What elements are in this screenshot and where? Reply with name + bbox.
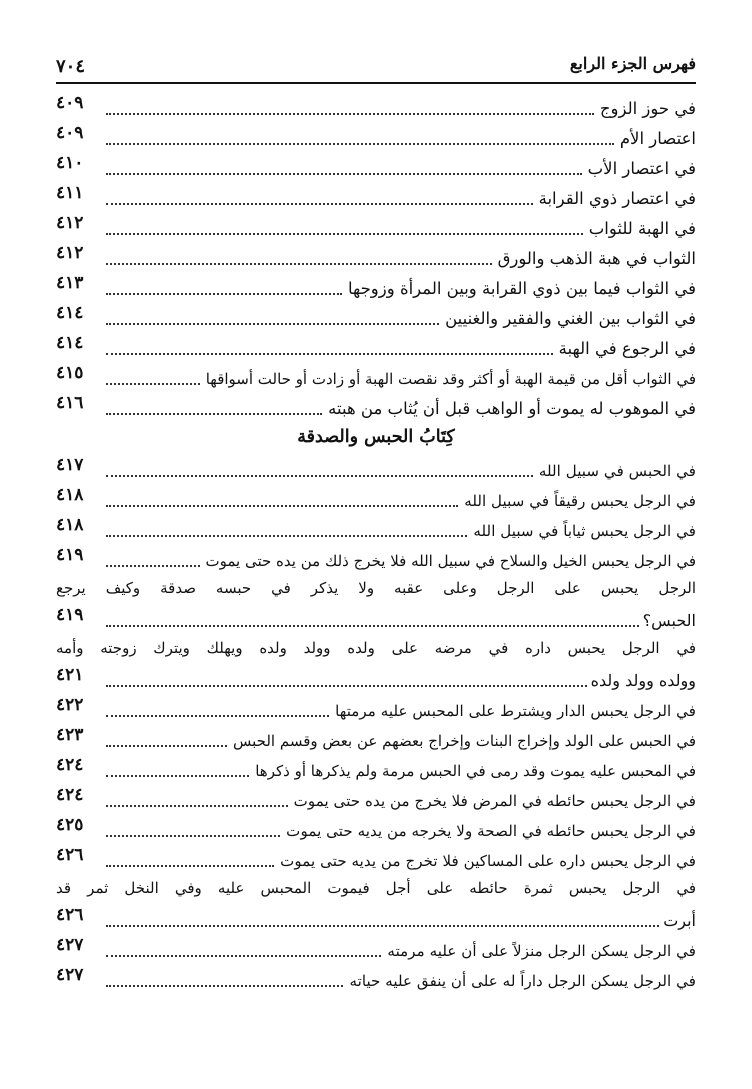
toc-entry xyxy=(56,212,696,242)
toc-entry-title: في الثواب بين الغني والفقير والغنيين xyxy=(445,309,696,328)
toc-entry xyxy=(56,724,696,754)
toc-entry-page: ٤١٨ xyxy=(56,515,84,535)
leader-dots xyxy=(106,143,614,145)
toc-entry-title: في الرجل يحبس الخيل والسلاح في سبيل الله فلا يخرج ذلك من يده حتى يموت xyxy=(205,552,696,570)
toc-entry-title: في الهبة للثواب xyxy=(588,219,696,238)
leader-dots xyxy=(106,413,322,415)
toc-entry-page: ٤٢٤ xyxy=(56,755,84,775)
toc-entry xyxy=(56,964,696,994)
leader-dots xyxy=(106,625,639,627)
toc-entry-page: ٤١٩ xyxy=(56,605,84,625)
leader-dots xyxy=(106,323,439,325)
toc-entry-page: ٤١٢ xyxy=(56,213,84,233)
toc-entry-line: في الرجل يحبس داره في مرضه على ولده وولد ولده ويهلك ويترك زوجته وأمه xyxy=(56,639,696,657)
toc-entry xyxy=(56,754,696,784)
toc-entry xyxy=(56,454,696,484)
toc-entry-page: ٤٢٥ xyxy=(56,815,84,835)
toc-entry-title: في الرجل يحبس حائطه في المرض فلا يخرج من يده حتى يموت xyxy=(293,792,696,810)
leader-dots xyxy=(106,173,582,175)
toc-entry-title: في حوز الزوج xyxy=(599,99,696,118)
toc-entry-page: ٤٢٣ xyxy=(56,725,84,745)
leader-dots xyxy=(106,805,288,807)
toc-entry-title: في الثواب فيما بين ذوي القرابة وبين المرأة وزوجها xyxy=(347,279,696,298)
toc-entry xyxy=(56,484,696,514)
toc-entry-page: ٤٢٢ xyxy=(56,695,84,715)
toc-entry xyxy=(56,514,696,544)
toc-entry-title: وولده وولد ولده xyxy=(590,671,696,690)
toc-entry-page: ٤١٧ xyxy=(56,455,84,475)
toc-entry-page: ٤٢١ xyxy=(56,665,84,685)
leader-dots xyxy=(106,475,533,477)
toc-entry-line: في الرجل يحبس ثمرة حائطه على أجل فيموت المحبس عليه وفي النخل ثمر قد xyxy=(56,879,696,897)
leader-dots xyxy=(106,835,280,837)
toc-entry-title: الثواب في هبة الذهب والورق xyxy=(497,249,696,268)
toc-entry-page: ٤١١ xyxy=(56,183,84,203)
toc-entry-title: في الرجل يسكن الرجل داراً له على أن ينفق عليه حياته xyxy=(349,972,696,990)
toc-entry-title: في الموهوب له يموت أو الواهب قبل أن يُثاب من هبته xyxy=(328,399,696,418)
leader-dots xyxy=(106,715,329,717)
toc-entry xyxy=(56,784,696,814)
leader-dots xyxy=(106,685,587,687)
toc-entry-title: أبرت xyxy=(663,911,696,930)
toc-entry xyxy=(56,122,696,152)
toc-entry-title: في الرجوع في الهبة xyxy=(558,339,696,358)
toc-entry-page: ٤٢٧ xyxy=(56,965,84,985)
toc-entry-page: ٤٢٦ xyxy=(56,845,84,865)
toc-entry-title: اعتصار الأم xyxy=(619,129,696,148)
page-header xyxy=(56,48,696,84)
toc-entry xyxy=(56,242,696,272)
leader-dots xyxy=(106,293,342,295)
toc-entry xyxy=(56,814,696,844)
toc-entry xyxy=(56,362,696,392)
toc-entry-page: ٤١٩ xyxy=(56,545,84,565)
toc-entry xyxy=(56,844,696,874)
leader-dots xyxy=(106,775,249,777)
toc-entry-title: في الحبس في سبيل الله xyxy=(538,462,696,480)
toc-entry-page: ٤١٣ xyxy=(56,273,84,293)
toc-entry-page: ٤١٢ xyxy=(56,243,84,263)
toc-entry-title: في الرجل يحبس داره على المساكين فلا تخرج من يديه حتى يموت xyxy=(280,852,696,870)
toc-entry-page: ٤٠٩ xyxy=(56,93,84,113)
toc-entry-page: ٤٢٦ xyxy=(56,905,84,925)
toc-entry-continuation xyxy=(56,664,696,694)
toc-entry-title: الحبس؟ xyxy=(642,611,696,630)
toc-entry-page: ٤٢٧ xyxy=(56,935,84,955)
leader-dots xyxy=(106,565,200,567)
toc-entry-title: في اعتصار الأب xyxy=(587,159,696,178)
toc-entry-title: في الثواب أقل من قيمة الهبة أو أكثر وقد نقصت الهبة أو زادت أو حالت أسواقها xyxy=(205,370,696,388)
toc-entry-page: ٤١٤ xyxy=(56,333,84,353)
toc-entry-title: في المحبس عليه يموت وقد رمى في الحبس مرمة ولم يذكرها أو ذكرها xyxy=(255,762,696,780)
toc-entry-line: الرجل يحبس على الرجل وعلى عقبه ولا يذكر في حبسه صدقة وكيف يرجع xyxy=(56,579,696,597)
section-heading: كِتَابُ الحبس والصدقة xyxy=(297,427,455,447)
toc-entry xyxy=(56,92,696,122)
running-title: فهرس الجزء الرابع xyxy=(569,54,696,73)
toc-entry-page: ٤٢٤ xyxy=(56,785,84,805)
leader-dots xyxy=(106,383,200,385)
toc-entry-page: ٤١٥ xyxy=(56,363,84,383)
toc-entry-title: في الحبس على الولد وإخراج البنات وإخراج بعضهم عن بعض وقسم الحبس xyxy=(233,732,696,750)
leader-dots xyxy=(106,113,594,115)
leader-dots xyxy=(106,233,583,235)
leader-dots xyxy=(106,535,467,537)
toc-entry-page: ٤٠٩ xyxy=(56,123,84,143)
leader-dots xyxy=(106,263,492,265)
toc-entry-title: في الرجل يحبس رقيقاً في سبيل الله xyxy=(464,492,696,510)
leader-dots xyxy=(106,865,274,867)
toc-entry-title: في الرجل يحبس حائطه في الصحة ولا يخرجه من يديه حتى يموت xyxy=(286,822,696,840)
toc-entry-title: في الرجل يحبس الدار ويشترط على المحبس عليه مرمتها xyxy=(335,702,696,720)
table-of-contents xyxy=(56,92,696,994)
toc-entry-page: ٤١٠ xyxy=(56,153,84,173)
toc-entry-page: ٤١٨ xyxy=(56,485,84,505)
toc-entry xyxy=(56,302,696,332)
toc-entry xyxy=(56,272,696,302)
toc-entry xyxy=(56,392,696,422)
toc-entry xyxy=(56,934,696,964)
toc-entry xyxy=(56,182,696,212)
toc-entry-title: في الرجل يسكن الرجل منزلاً على أن عليه مرمته xyxy=(387,942,696,960)
leader-dots xyxy=(106,505,458,507)
toc-entry-continuation xyxy=(56,904,696,934)
leader-dots xyxy=(106,745,227,747)
leader-dots xyxy=(106,353,553,355)
toc-entry xyxy=(56,694,696,724)
leader-dots xyxy=(106,985,343,987)
toc-entry-page: ٤١٦ xyxy=(56,393,84,413)
toc-entry xyxy=(56,152,696,182)
toc-entry xyxy=(56,544,696,574)
toc-entry-title: في اعتصار ذوي القرابة xyxy=(538,189,696,208)
toc-entry-page: ٤١٤ xyxy=(56,303,84,323)
toc-entry-title: في الرجل يحبس ثياباً في سبيل الله xyxy=(473,522,696,540)
toc-entry-continuation xyxy=(56,604,696,634)
leader-dots xyxy=(106,203,533,205)
page-number: ٧٠٤ xyxy=(56,56,86,77)
leader-dots xyxy=(106,955,381,957)
toc-entry xyxy=(56,332,696,362)
leader-dots xyxy=(106,925,659,927)
